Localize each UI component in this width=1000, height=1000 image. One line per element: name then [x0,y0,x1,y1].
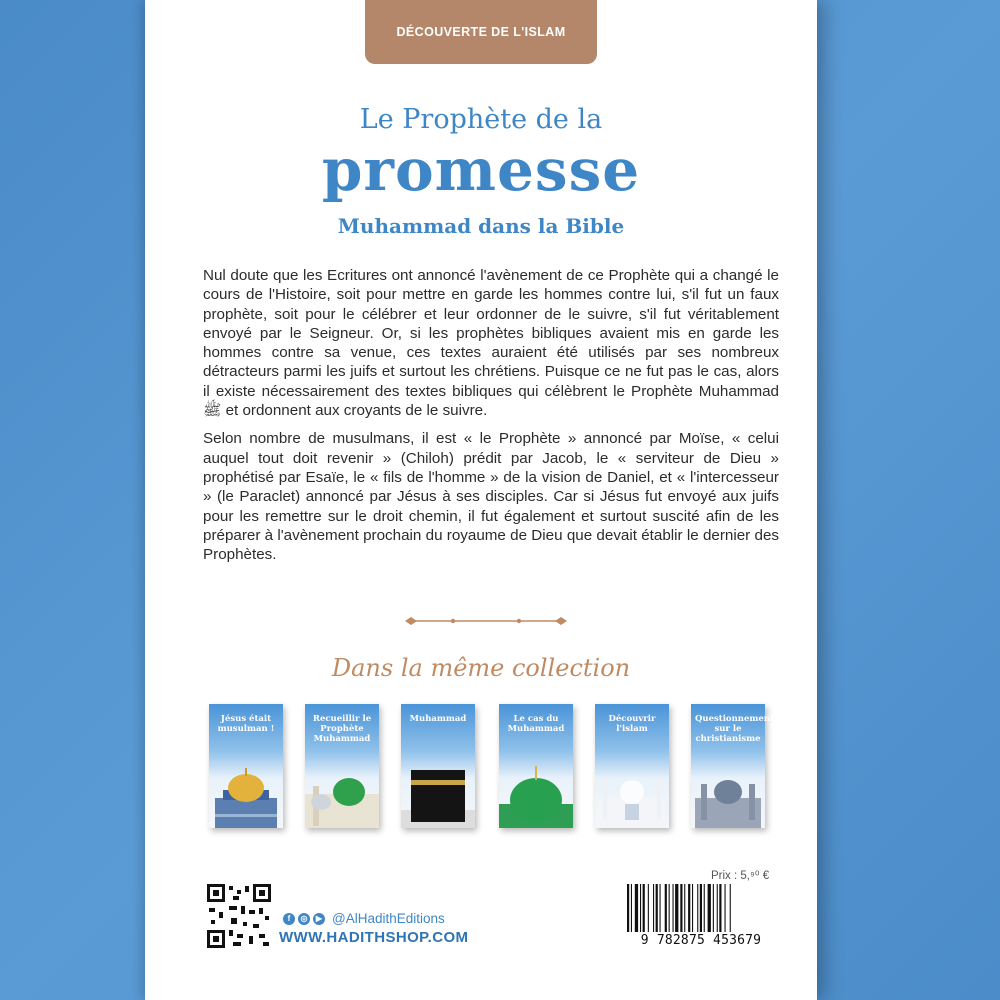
barcode [625,884,773,932]
paragraph-1: Nul doute que les Ecritures ont annoncé l'avènement de ce Prophète qui a changé le cours de l'Histoire, soit pour mettre en garde les hommes contre lui, s'il fut un faux prophète, soit pour le célébrer et leur ordonner de le suivre, s'il fut véritablement envoyé par le Seigneur. Or, si les prophètes bibliques avaient mis en garde les hommes contre sa venue, ces textes auraient été utilisés par ses nombreux détracteurs parmi les juifs et surtout les chrétiens. Puisque ce ne fut pas le cas, alors il existe nécessairement des textes bibliques qui célèbrent le Prophète Muhammad ﷺ et ordonnent aux croyants de le suivre. [203,267,779,420]
cathedral-icon [691,758,765,828]
book-title-3: Muhammad [409,714,467,724]
white-palace-icon [595,758,669,828]
book-title-4: Le cas du Muhammad [507,714,565,734]
social-handle[interactable]: @AlHadithEditions [332,911,445,926]
book-cover-5[interactable] [595,704,669,828]
subtitle: Muhammad dans la Bible [337,214,625,238]
book-cover-4[interactable] [499,704,573,828]
book-title-6: Questionnement sur le christianisme [695,714,774,744]
collection-books [209,704,789,832]
youtube-icon[interactable]: ▶ [313,913,325,925]
book-cover-6[interactable] [691,704,774,828]
price-label: Prix : 5,⁹⁰ € [711,870,770,882]
description [203,266,779,573]
book-back-cover [145,0,817,1000]
kaaba-icon [401,758,475,828]
paragraph-2: Selon nombre de musulmans, il est « le Prophète » annoncé par Moïse, « celui auquel tout doit revenir » (Chiloh) prédit par Jacob, le « serviteur de Dieu » prophétisé par Esaïe, le « fils de l'homme » de la vision de Daniel, et « l'intercesseur » (le Paraclet) annoncé par Jésus à ses disciples. Car si Jésus fut envoyé aux juifs pour les remettre sur le droit chemin, il fut également et surtout suscité afin de les préparer à l'avènement prochain du royaume de Dieu que devait établir le dernier des Prophètes. [203,430,779,564]
website-link[interactable]: WWW.HADITHSHOP.COM [279,929,469,946]
book-cover-1[interactable] [209,704,283,828]
book-cover-2[interactable] [305,704,379,828]
golden-dome-icon [209,758,283,828]
instagram-icon[interactable]: ◎ [298,913,310,925]
book-title-2: Recueillir le Prophète Muhammad [312,714,372,744]
qr-code[interactable] [207,884,271,948]
social-links [283,911,445,926]
collection-heading: Dans la même collection [331,654,631,682]
green-dome-mosque-icon [499,758,573,828]
title-line-2: promesse [321,136,641,204]
book-title-5: Découvrir l'islam [608,714,656,734]
green-dome-icon [305,758,379,828]
book-title-1: Jésus était musulman ! [217,714,275,734]
title-line-1: Le Prophète de la [359,104,603,135]
book-cover-3[interactable] [401,704,475,828]
divider-ornament [403,614,569,628]
isbn-number: 9 782875 453679 [640,933,762,948]
category-tab: DÉCOUVERTE DE L'ISLAM [365,0,597,64]
facebook-icon[interactable]: f [283,913,295,925]
